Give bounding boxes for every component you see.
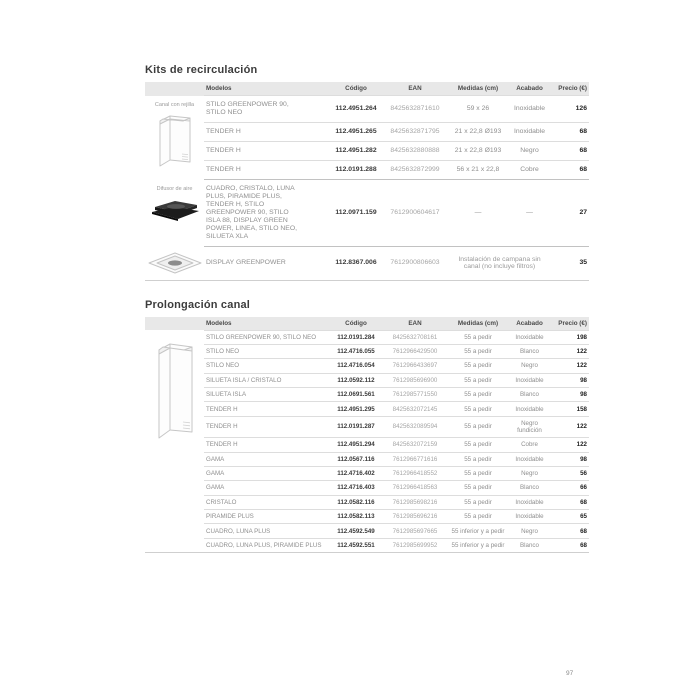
price-cell: 122: [551, 438, 589, 452]
model-cell: GAMA: [204, 466, 330, 480]
ean-cell: 7612985698216: [382, 495, 448, 509]
model-cell: STILO NEO: [204, 344, 330, 358]
finish-cell: Blanco: [508, 388, 551, 402]
section-title-prolongacion-canal: Prolongación canal: [145, 298, 251, 311]
price-cell: 122: [551, 344, 589, 358]
size-cell: 55 a pedir: [448, 402, 508, 416]
finish-cell: Inoxidable: [508, 402, 551, 416]
size-cell: 55 a pedir: [448, 359, 508, 373]
column-header-price: Precio (€): [551, 317, 589, 331]
price-cell: 198: [551, 330, 589, 344]
model-cell: DISPLAY GREENPOWER: [204, 247, 330, 281]
product-image-cell: [145, 247, 204, 281]
column-header-size: Medidas (cm): [448, 317, 508, 331]
model-cell: CUADRO, LUNA PLUS, PIRAMIDE PLUS: [204, 538, 330, 552]
code-cell: 112.4951.282: [330, 142, 382, 161]
finish-cell: Inoxidable: [508, 123, 551, 142]
table-row: [145, 330, 589, 344]
price-cell: 65: [551, 510, 589, 524]
section-title-kits-recirculacion: Kits de recirculación: [145, 64, 258, 76]
finish-cell: Negro fundición: [508, 416, 551, 437]
finish-cell: —: [508, 180, 551, 247]
price-cell: 68: [551, 123, 589, 142]
product-group-label: Canal con rejilla: [154, 101, 195, 108]
table-row: [145, 247, 589, 281]
size-cell: 55 a pedir: [448, 466, 508, 480]
ean-cell: 8425632872999: [382, 161, 448, 180]
ean-cell: 7612966433697: [382, 359, 448, 373]
carbon-filter-image: [149, 195, 201, 221]
ean-cell: 7612985696900: [382, 373, 448, 387]
model-cell: GAMA: [204, 481, 330, 495]
size-cell: 55 inferior y a pedir: [448, 538, 508, 552]
table-row: [145, 538, 589, 552]
size-cell: 55 a pedir: [448, 438, 508, 452]
model-cell: PIRAMIDE PLUS: [204, 510, 330, 524]
size-cell: 21 x 22,8 Ø193: [448, 123, 508, 142]
price-cell: 68: [551, 524, 589, 538]
code-cell: 112.4592.549: [330, 524, 382, 538]
finish-cell: Inoxidable: [508, 495, 551, 509]
table-row: [145, 161, 589, 180]
ean-cell: 8425632871610: [382, 96, 448, 123]
finish-cell: Inoxidable: [508, 373, 551, 387]
price-cell: 66: [551, 481, 589, 495]
table-header-image-column: [145, 82, 204, 96]
finish-cell: Blanco: [508, 344, 551, 358]
size-cell: 55 a pedir: [448, 388, 508, 402]
price-cell: 122: [551, 359, 589, 373]
ceiling-diffuser-image: [147, 251, 203, 275]
size-cell: 59 x 26: [448, 96, 508, 123]
price-cell: 35: [551, 247, 589, 281]
price-cell: 122: [551, 416, 589, 437]
price-cell: 98: [551, 388, 589, 402]
table-row: [145, 142, 589, 161]
size-cell: 55 a pedir: [448, 344, 508, 358]
page-number: 97: [566, 670, 574, 677]
code-cell: 112.4951.264: [330, 96, 382, 123]
ean-cell: 7612966771616: [382, 452, 448, 466]
code-cell: 112.0691.561: [330, 388, 382, 402]
table-row: [145, 466, 589, 480]
table-row: [145, 373, 589, 387]
price-cell: 68: [551, 161, 589, 180]
table-row: [145, 180, 589, 247]
product-group-label: Difusor de aire: [156, 185, 193, 192]
size-cell: 55 a pedir: [448, 495, 508, 509]
finish-cell: Cobre: [508, 161, 551, 180]
finish-cell: Blanco: [508, 481, 551, 495]
model-cell: CUADRO, LUNA PLUS: [204, 524, 330, 538]
table-row: [145, 96, 589, 123]
size-cell: —: [448, 180, 508, 247]
ean-cell: 8425632880888: [382, 142, 448, 161]
code-cell: 112.4951.294: [330, 438, 382, 452]
size-cell: 21 x 22,8 Ø193: [448, 142, 508, 161]
code-cell: 112.4716.402: [330, 466, 382, 480]
ean-cell: 7612985696216: [382, 510, 448, 524]
price-cell: 158: [551, 402, 589, 416]
code-cell: 112.4951.265: [330, 123, 382, 142]
column-header-model: Modelos: [204, 82, 330, 96]
table-row: [145, 359, 589, 373]
finish-cell: Negro: [508, 466, 551, 480]
column-header-size: Medidas (cm): [448, 82, 508, 96]
code-cell: 112.0582.116: [330, 495, 382, 509]
code-cell: 112.4716.055: [330, 344, 382, 358]
table-row: [145, 495, 589, 509]
finish-cell: Negro: [508, 359, 551, 373]
product-image-cell: [145, 330, 204, 553]
table-row: [145, 452, 589, 466]
table-row: [145, 524, 589, 538]
code-cell: 112.0191.284: [330, 330, 382, 344]
finish-cell: Blanco: [508, 538, 551, 552]
finish-cell: Inoxidable: [508, 510, 551, 524]
model-cell: CUADRO, CRISTALO, LUNA PLUS, PIRAMIDE PLUS, TENDER H, STILO GREENPOWER 90, STILO ISLA 88, DISPLAY GREEN POWER, LINEA, STILO NEO, SILUETA XLA: [204, 180, 330, 247]
table-row: [145, 438, 589, 452]
code-cell: 112.0592.112: [330, 373, 382, 387]
table-row: [145, 416, 589, 437]
model-cell: CRISTALO: [204, 495, 330, 509]
ean-cell: 8425632072145: [382, 402, 448, 416]
product-image-cell: [145, 180, 204, 247]
ean-cell: 7612966429500: [382, 344, 448, 358]
code-cell: 112.4716.054: [330, 359, 382, 373]
price-cell: 56: [551, 466, 589, 480]
table-row: [145, 123, 589, 142]
model-cell: TENDER H: [204, 161, 330, 180]
ean-cell: 8425632708161: [382, 330, 448, 344]
table-row: [145, 402, 589, 416]
ean-cell: 7612900806603: [382, 247, 448, 281]
column-header-ean: EAN: [382, 82, 448, 96]
column-header-model: Modelos: [204, 317, 330, 331]
model-cell: TENDER H: [204, 402, 330, 416]
table-row: [145, 510, 589, 524]
product-image-cell: [145, 96, 204, 180]
size-cell: Instalación de campana sin canal (no incluye filtros): [448, 247, 551, 281]
table-header-image-column: [145, 317, 204, 331]
finish-cell: Inoxidable: [508, 452, 551, 466]
ean-cell: 7612985771550: [382, 388, 448, 402]
price-cell: 98: [551, 373, 589, 387]
ean-cell: 7612966418552: [382, 466, 448, 480]
size-cell: 55 a pedir: [448, 452, 508, 466]
chimney-duct-image: [152, 338, 198, 442]
size-cell: 55 a pedir: [448, 330, 508, 344]
model-cell: SILUETA ISLA: [204, 388, 330, 402]
column-header-ean: EAN: [382, 317, 448, 331]
code-cell: 112.4951.295: [330, 402, 382, 416]
ean-cell: 8425632072159: [382, 438, 448, 452]
price-cell: 68: [551, 495, 589, 509]
table-header-row: [145, 82, 589, 96]
ean-cell: 7612985697665: [382, 524, 448, 538]
size-cell: 55 a pedir: [448, 481, 508, 495]
ean-cell: 7612900604617: [382, 180, 448, 247]
finish-cell: Negro: [508, 524, 551, 538]
model-cell: SILUETA ISLA / CRISTALO: [204, 373, 330, 387]
kits-recirculacion-table: [145, 82, 589, 281]
price-cell: 98: [551, 452, 589, 466]
table-row: [145, 388, 589, 402]
column-header-code: Código: [330, 82, 382, 96]
model-cell: GAMA: [204, 452, 330, 466]
size-cell: 56 x 21 x 22,8: [448, 161, 508, 180]
code-cell: 112.0191.287: [330, 416, 382, 437]
size-cell: 55 inferior y a pedir: [448, 524, 508, 538]
code-cell: 112.0971.159: [330, 180, 382, 247]
prolongacion-canal-table: [145, 317, 589, 554]
ean-cell: 7612966418563: [382, 481, 448, 495]
code-cell: 112.0582.113: [330, 510, 382, 524]
code-cell: 112.4592.551: [330, 538, 382, 552]
price-cell: 126: [551, 96, 589, 123]
chimney-duct-image: [154, 111, 196, 169]
catalog-content: [145, 64, 587, 553]
price-cell: 68: [551, 538, 589, 552]
table-header-row: [145, 317, 589, 331]
finish-cell: Inoxidable: [508, 96, 551, 123]
code-cell: 112.0191.288: [330, 161, 382, 180]
price-cell: 68: [551, 142, 589, 161]
code-cell: 112.8367.006: [330, 247, 382, 281]
ean-cell: 7612985699952: [382, 538, 448, 552]
finish-cell: Negro: [508, 142, 551, 161]
table-row: [145, 481, 589, 495]
model-cell: STILO GREENPOWER 90, STILO NEO: [204, 330, 330, 344]
model-cell: STILO NEO: [204, 359, 330, 373]
size-cell: 55 a pedir: [448, 373, 508, 387]
model-cell: TENDER H: [204, 123, 330, 142]
model-cell: TENDER H: [204, 416, 330, 437]
column-header-finish: Acabado: [508, 82, 551, 96]
column-header-finish: Acabado: [508, 317, 551, 331]
table-row: [145, 344, 589, 358]
column-header-price: Precio (€): [551, 82, 589, 96]
finish-cell: Inoxidable: [508, 330, 551, 344]
model-cell: TENDER H: [204, 142, 330, 161]
model-cell: STILO GREENPOWER 90, STILO NEO: [204, 96, 330, 123]
code-cell: 112.4716.403: [330, 481, 382, 495]
ean-cell: 8425632089594: [382, 416, 448, 437]
size-cell: 55 a pedir: [448, 416, 508, 437]
size-cell: 55 a pedir: [448, 510, 508, 524]
finish-cell: Cobre: [508, 438, 551, 452]
model-cell: TENDER H: [204, 438, 330, 452]
price-cell: 27: [551, 180, 589, 247]
code-cell: 112.0567.116: [330, 452, 382, 466]
ean-cell: 8425632871795: [382, 123, 448, 142]
column-header-code: Código: [330, 317, 382, 331]
